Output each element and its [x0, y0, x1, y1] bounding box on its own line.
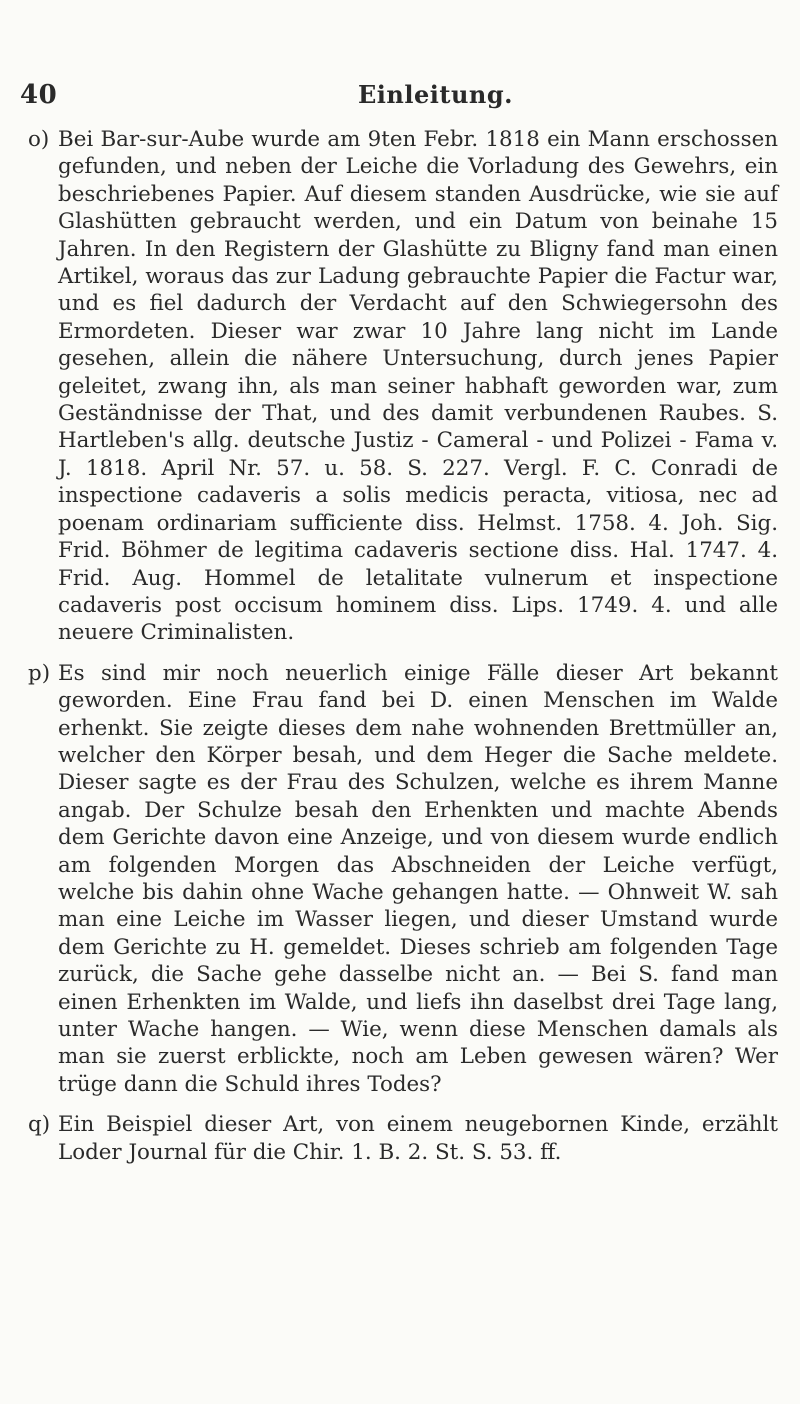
paragraph-text: Ein Beispiel dieser Art, von einem neugebornen Kinde, erzählt Loder Journal für die Chir. 1. B. 2. St. S. 53. ff. — [58, 1112, 778, 1165]
paragraph-text: Es sind mir noch neuerlich einige Fälle dieser Art bekannt geworden. Eine Frau fand bei D. einen Menschen im Walde erhenkt. Sie zeigte dieses dem nahe wohnenden Brettmüller an, welcher den Körper besah, und dem Heger die Sache meldete. Dieser sagte es der Frau des Schulzen, welche es ihrem Manne angab. Der Schulze besah den Erhenkten und machte Abends dem Gerichte davon eine Anzeige, und von diesem wurde endlich am folgenden Morgen das Abschneiden der Leiche verfügt, welche bis dahin ohne Wache gehangen hatte. — Ohnweit W. sah man eine Leiche im Wasser liegen, und dieser Umstand wurde dem Gerichte zu H. gemeldet. Dieses schrieb am folgenden Tage zurück, die Sache gehe dasselbe nicht an. — Bei S. fand man einen Erhenkten im Walde, und liefs ihn daselbst drei Tage lang, unter Wache hangen. — Wie, wenn diese Menschen damals als man sie zuerst erblickte, noch am Leben gewesen wären? Wer trüge dann die Schuld ihres Todes? — [58, 660, 778, 1097]
paragraph-label: p) — [28, 660, 51, 686]
page-number: 40 — [20, 80, 58, 110]
page-header — [0, 80, 800, 116]
paragraph-text: Bei Bar-sur-Aube wurde am 9ten Febr. 1818 ein Mann erschossen gefunden, und neben der Leiche die Vorladung des Gewehrs, ein beschriebenes Papier. Auf diesem standen Ausdrücke, wie sie auf Glashütten gebraucht werden, und ein Datum von beinahe 15 Jahren. In den Registern der Glashütte zu Bligny fand man einen Artikel, woraus das zur Ladung gebrauchte Papier die Factur war, und es fiel dadurch der Verdacht auf den Schwiegersohn des Ermordeten. Dieser war zwar 10 Jahre lang nicht im Lande gesehen, allein die nähere Untersuchung, durch jenes Papier geleitet, zwang ihn, als man seiner habhaft geworden war, zum Geständnisse der That, und des damit verbundenen Raubes. S. Hartleben's allg. deutsche Justiz - Cameral - und Polizei - Fama v. J. 1818. April Nr. 57. u. 58. S. 227. Vergl. F. C. Conradi de inspectione cadaveris a solis medicis peracta, vitiosa, nec ad poenam ordinariam sufficiente diss. Helmst. 1758. 4. Joh. Sig. Frid. Böhmer de legitima cadaveris sectione diss. Hal. 1747. 4. Frid. Aug. Hommel de letalitate vulnerum et inspectione cadaveris post occisum hominem diss. Lips. 1749. 4. und alle neuere Criminalisten. — [58, 127, 778, 646]
paragraph-q — [28, 1111, 778, 1166]
body-text — [28, 126, 778, 1179]
running-head: Einleitung. — [358, 80, 513, 109]
paragraph-label: o) — [28, 127, 50, 152]
paragraph-o — [28, 126, 778, 647]
paragraph-label: q) — [28, 1112, 51, 1138]
paragraph-p — [28, 660, 778, 1099]
